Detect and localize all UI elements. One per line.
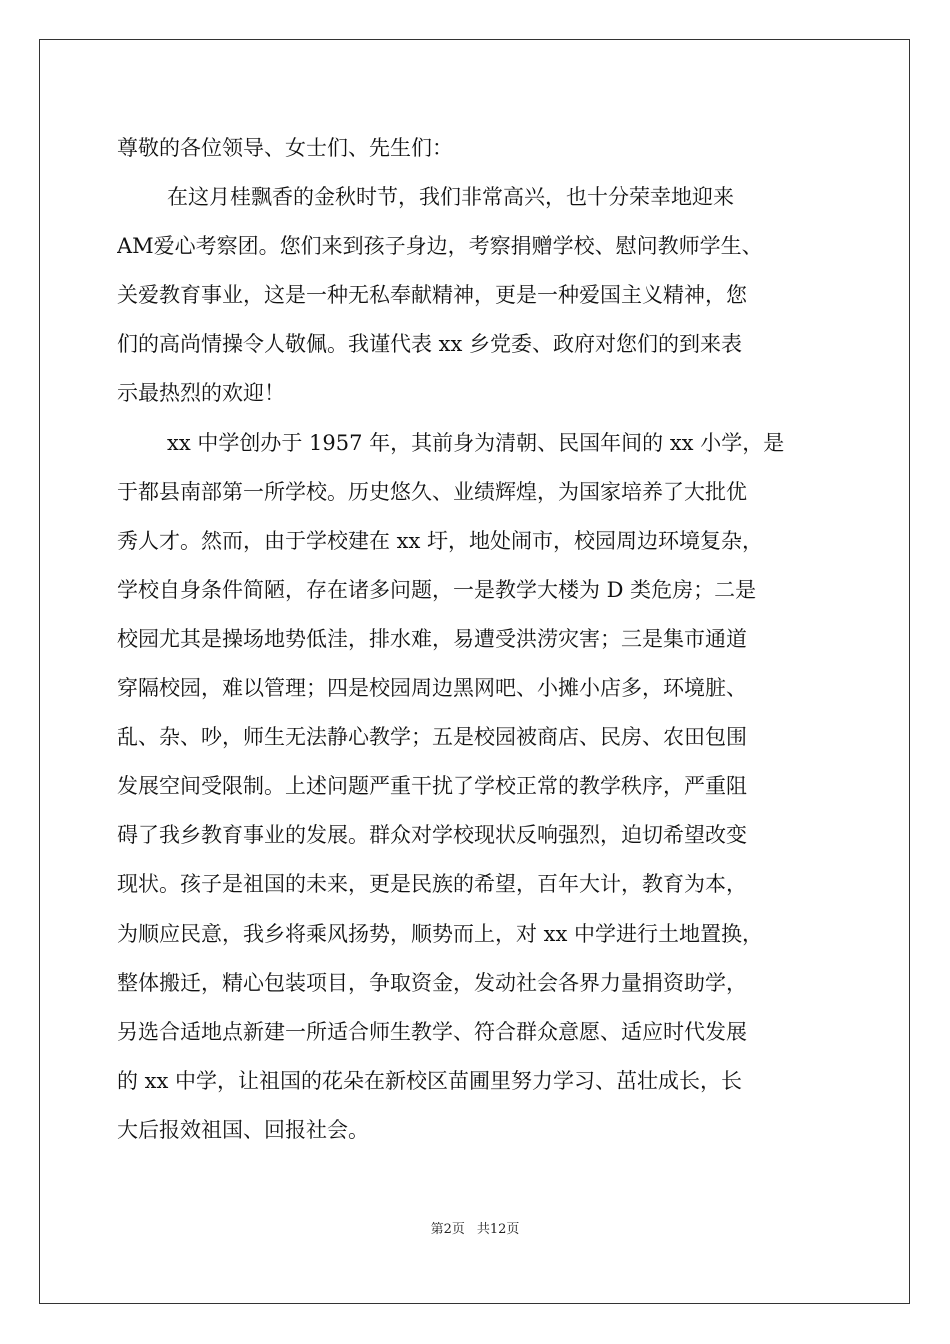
text-line: 另选合适地点新建一所适合师生教学、符合群众意愿、适应时代发展 bbox=[117, 1019, 747, 1044]
text-line: 在这月桂飘香的金秋时节，我们非常高兴，也十分荣幸地迎来 bbox=[167, 185, 734, 210]
text-line: 整体搬迁，精心包装项目，争取资金，发动社会各界力量捐资助学， bbox=[117, 970, 747, 995]
text-line: 乱、杂、吵，师生无法静心教学；五是校园被商店、民房、农田包围 bbox=[117, 725, 747, 750]
text-line: 为顺应民意，我乡将乘风扬势，顺势而上，对 xx 中学进行土地置换， bbox=[117, 921, 764, 946]
text-line: 穿隔校园，难以管理；四是校园周边黑网吧、小摊小店多，环境脏、 bbox=[117, 676, 747, 701]
text-line: 发展空间受限制。上述问题严重干扰了学校正常的教学秩序，严重阻 bbox=[117, 774, 747, 799]
text-line: 现状。孩子是祖国的未来，更是民族的希望，百年大计，教育为本， bbox=[117, 872, 747, 897]
text-line: 尊敬的各位领导、女士们、先生们： bbox=[117, 136, 453, 160]
page-number: 第2页 bbox=[430, 1222, 465, 1237]
text-line: 示最热烈的欢迎！ bbox=[117, 381, 285, 406]
text-line: 碍了我乡教育事业的发展。群众对学校现状反响强烈，迫切希望改变 bbox=[117, 823, 747, 848]
text-line: 学校自身条件简陋，存在诸多问题，一是教学大楼为 D 类危房；二是 bbox=[117, 577, 757, 602]
text-line: 们的高尚情操令人敬佩。我谨代表 xx 乡党委、政府对您们的到来表 bbox=[117, 332, 743, 357]
text-line: 于都县南部第一所学校。历史悠久、业绩辉煌，为国家培养了大批优 bbox=[117, 479, 747, 504]
document-body bbox=[117, 124, 847, 1155]
page-total: 共12页 bbox=[476, 1222, 520, 1237]
text-line: 校园尤其是操场地势低洼，排水难，易遭受洪涝灾害；三是集市通道 bbox=[117, 626, 747, 651]
text-line: 大后报效祖国、回报社会。 bbox=[117, 1117, 369, 1142]
text-line: xx 中学创办于 1957 年，其前身为清朝、民国年间的 xx 小学，是 bbox=[167, 430, 785, 455]
text-line: 秀人才。然而，由于学校建在 xx 圩，地处闹市，校园周边环境复杂， bbox=[117, 528, 764, 553]
text-line: 的 xx 中学，让祖国的花朵在新校区苗圃里努力学习、茁壮成长，长 bbox=[117, 1068, 743, 1093]
page-footer bbox=[0, 1218, 950, 1237]
text-line: 关爱教育事业，这是一种无私奉献精神，更是一种爱国主义精神，您 bbox=[117, 283, 747, 308]
text-line: AM爱心考察团。您们来到孩子身边，考察捐赠学校、慰问教师学生、 bbox=[117, 234, 763, 259]
